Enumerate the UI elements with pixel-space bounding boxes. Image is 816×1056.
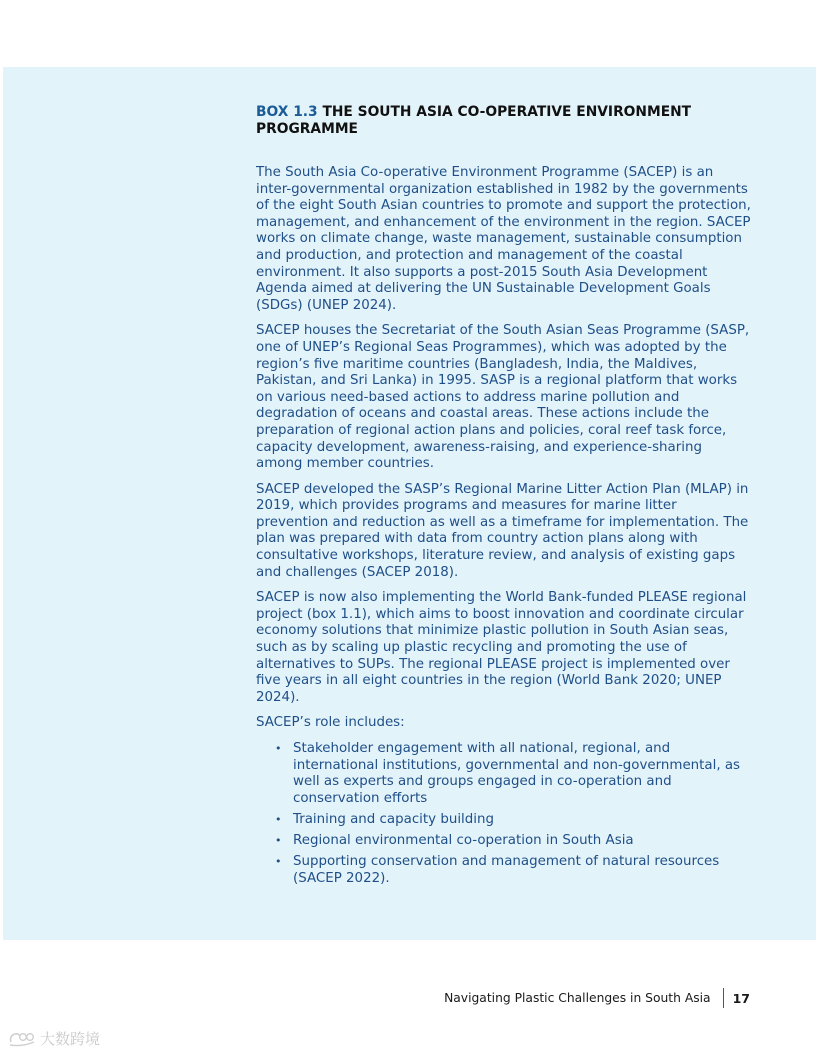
list-item: [256, 741, 752, 807]
list-item: [256, 833, 752, 850]
bullet-icon: •: [275, 833, 282, 847]
box-content: [256, 104, 752, 892]
bullet-icon: •: [275, 812, 282, 826]
watermark-logo-icon: [8, 1030, 36, 1048]
page-footer: [444, 988, 750, 1008]
list-item-text: Training and capacity building: [293, 811, 494, 827]
footer-title: Navigating Plastic Challenges in South Asia: [444, 991, 711, 1005]
list-item: [256, 854, 752, 887]
role-bullet-list: [256, 741, 752, 887]
paragraph-mlap: SACEP developed the SASP’s Regional Marine Litter Action Plan (MLAP) in 2019, which provides programs and measures for marine litter prevention and reduction as well as a timeframe for implementation. The plan was prepared with data from country action plans along with consultative workshops, literature review, and analysis of existing gaps and challenges (SACEP 2018).: [256, 481, 749, 580]
page-number: 17: [732, 990, 750, 1006]
watermark-text: 大数跨境: [40, 1030, 101, 1048]
paragraph-role-intro: SACEP’s role includes:: [256, 715, 405, 731]
footer-divider: [723, 988, 724, 1008]
list-item-text: Supporting conservation and management of natural resources (SACEP 2022).: [293, 854, 720, 886]
bullet-icon: •: [275, 742, 282, 755]
list-item-text: Regional environmental co-operation in South Asia: [293, 832, 634, 848]
box-title: [256, 104, 752, 138]
watermark: [8, 1028, 100, 1049]
box-title-text: THE SOUTH ASIA CO-OPERATIVE ENVIRONMENT PROGRAMME: [256, 104, 692, 137]
box-number: BOX 1.3: [256, 104, 318, 120]
paragraph-sacep-intro: The South Asia Co-operative Environment Programme (SACEP) is an inter-governmental organization established in 1982 by the governments of the eight South Asian countries to promote and support the protection, management, and enhancement of the environment in the region. SACEP works on climate change, waste management, sustainable consumption and production, and protection and management of the coastal environment. It also supports a post-2015 South Asia Development Agenda aimed at delivering the UN Sustainable Development Goals (SDGs) (UNEP 2024).: [256, 165, 751, 313]
paragraph-sasp: SACEP houses the Secretariat of the South Asian Seas Programme (SASP, one of UNEP’s Regional Seas Programmes), which was adopted by the region’s five maritime countries (Bangladesh, India, the Maldives, Pakistan, and Sri Lanka) in 1995. SASP is a regional platform that works on various need-based actions to address marine pollution and degradation of oceans and coastal areas. These actions include the preparation of regional action plans and policies, coral reef task force, capacity development, awareness-raising, and experience-sharing among member countries.: [256, 323, 750, 472]
list-item-text: Stakeholder engagement with all national, regional, and international institutions, governmental and non-governmental, as well as experts and groups engaged in co-operation and conservation efforts: [293, 741, 741, 806]
list-item: [256, 812, 752, 829]
paragraph-please-project: SACEP is now also implementing the World Bank-funded PLEASE regional project (box 1.1), which aims to boost innovation and coordinate circular economy solutions that minimize plastic pollution in South Asian seas, such as by scaling up plastic recycling and promoting the use of alternatives to SUPs. The regional PLEASE project is implemented over five years in all eight countries in the region (World Bank 2020; UNEP 2024).: [256, 590, 747, 705]
bullet-icon: •: [275, 855, 282, 869]
